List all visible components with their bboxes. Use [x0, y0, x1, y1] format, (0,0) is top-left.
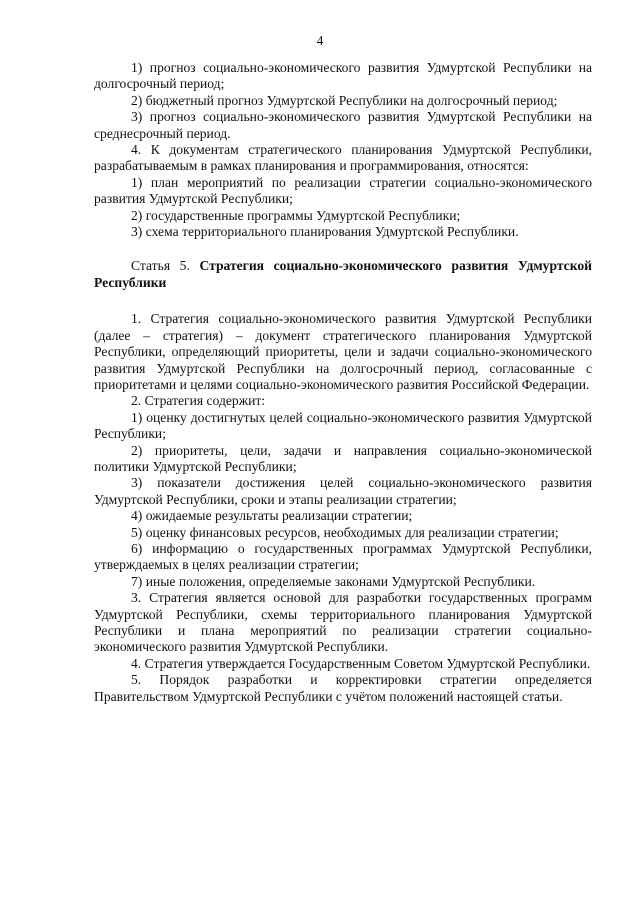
list-item-indicators: 3) показатели достижения целей социально-экономического развития Удмуртской Республики, сроки и этапы реализации стратегии; — [94, 475, 592, 507]
page-number: 4 — [316, 33, 324, 48]
article-heading — [94, 258, 592, 291]
list-item-program-info: 6) информацию о государственных программах Удмуртской Республики, утверждаемых в целях реализации стратегии; — [94, 540, 592, 573]
list-item-priorities: 2) приоритеты, цели, задачи и направления социально-экономической политики Удмуртской Республики; — [94, 442, 592, 474]
paragraph-strategy-approval: 4. Стратегия утверждается Государственным Советом Удмуртской Республики. — [131, 655, 591, 671]
document-body — [94, 60, 592, 705]
list-item-budget-forecast: 2) бюджетный прогноз Удмуртской Республики на долгосрочный период; — [131, 92, 558, 108]
paragraph-planning-documents: 4. К документам стратегического планирования Удмуртской Республики, разрабатываемым в рамках планирования и программирования, относятся: — [94, 142, 592, 174]
paragraph-strategy-definition: 1. Стратегия социально-экономического развития Удмуртской Республики (далее – стратегия) – документ стратегического планирования Удмуртской Республики, определяющий приоритеты, цели и задачи социально-экономического развития Удмуртской Республики на долгосрочный период, согласованные с приоритетами и целями социально-экономического развития Российской Федерации. — [94, 311, 592, 392]
list-item-financial-resources: 5) оценку финансовых ресурсов, необходимых для реализации стратегии; — [131, 524, 559, 540]
list-item-state-programs: 2) государственные программы Удмуртской Республики; — [131, 207, 461, 223]
article-prefix: Статья 5. — [131, 258, 200, 274]
list-item-expected-results: 4) ожидаемые результаты реализации стратегии; — [131, 508, 413, 524]
list-item-other-provisions: 7) иные положения, определяемые законами Удмуртской Республики. — [131, 573, 536, 589]
list-item-assessment: 1) оценку достигнутых целей социально-экономического развития Удмуртской Республики; — [94, 409, 592, 442]
list-item-territorial-scheme: 3) схема территориального планирования Удмуртской Республики. — [131, 224, 519, 240]
paragraph-strategy-procedure: 5. Порядок разработки и корректировки стратегии определяется Правительством Удмуртской Республики с учётом положений настоящей статьи. — [94, 672, 592, 704]
paragraph-strategy-basis: 3. Стратегия является основой для разработки государственных программ Удмуртской Республики, схемы территориального планирования Удмуртской Республики и плана мероприятий по реализации стратегии социально-экономического развития Удмуртской Республики. — [94, 590, 592, 655]
paragraph-strategy-contains: 2. Стратегия содержит: — [131, 393, 266, 409]
article-title: Стратегия социально-экономического развития Удмуртской Республики — [94, 258, 593, 290]
list-item-forecast-medium-term: 3) прогноз социально-экономического развития Удмуртской Республики на среднесрочный период. — [94, 109, 592, 141]
list-item-action-plan: 1) план мероприятий по реализации стратегии социально-экономического развития Удмуртской Республики; — [94, 174, 592, 207]
list-item-forecast-long-term: 1) прогноз социально-экономического развития Удмуртской Республики на долгосрочный период; — [94, 60, 592, 92]
